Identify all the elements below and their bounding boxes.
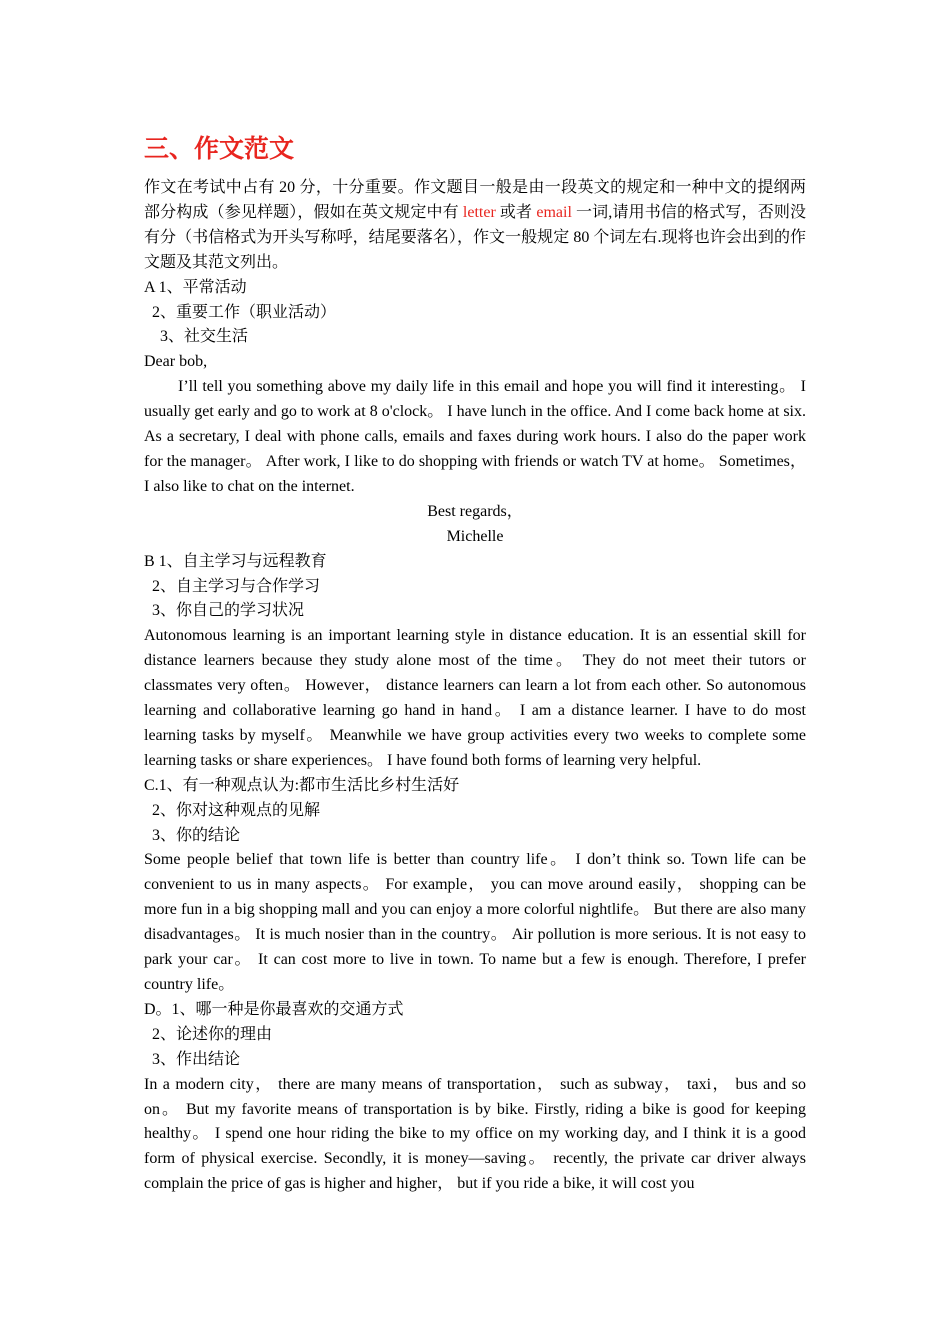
letter-greeting: Dear bob, <box>144 353 208 371</box>
intro-text-1: 作文在考试中占有 20 分，十分重要。作文题目一般是由一段英文的规定和一种中文的提纲两部分构成（参见样题），假如在英文规定中有 <box>144 179 806 221</box>
prompt-d-item-2: 2、论述你的理由 <box>152 1025 273 1043</box>
prompt-d-item-3: 3、作出结论 <box>152 1050 241 1068</box>
prompt-d-item-1: D。1、哪一种是你最喜欢的交通方式 <box>144 1000 404 1018</box>
intro-text-3: 一词,请用书信的格式写，否则没有分（书信格式为开头写称呼，结尾要落名），作文一般规定 80 个词左右.现将也许会出到的作文题及其范文列出。 <box>144 203 806 271</box>
prompt-a-item-3: 3、社交生活 <box>160 328 249 346</box>
essay-c-body: Some people belief that town life is better than country life。 I don’t think so. Town life can be convenient to us in many aspects。 For example， you can move around easily， shopping can be more fun in a big shopping mall and you can enjoy a more colorful nightlife。 But there are also many disadvantages。 It is much nosier than in the country。 Air pollution is more serious. It is not easy to park your car。 It can cost more to live in town. To name but a few is enough. Therefore, I prefer country life。 <box>144 851 807 993</box>
letter-body: I’ll tell you something above my daily life in this email and hope you will find it interesting。 I usually get early and go to work at 8 o'clock。 I have lunch in the office. And I come back home at six. As a secretary, I deal with phone calls, emails and faxes during work hours. I also do the paper work for the manager。 After work, I like to do shopping with friends or watch TV at home。 Sometimes， I also like to chat on the internet. <box>144 378 807 495</box>
prompt-b-item-2: 2、自主学习与合作学习 <box>152 577 321 595</box>
prompt-c-item-1: C.1、有一种观点认为:都市生活比乡村生活好 <box>144 776 460 794</box>
prompt-a-item-2: 2、重要工作（职业活动） <box>152 303 337 321</box>
letter-signature: Michelle <box>446 527 504 545</box>
prompt-b-item-1: B 1、自主学习与远程教育 <box>144 552 327 570</box>
document-page <box>144 132 806 1197</box>
prompt-c-item-2: 2、你对这种观点的见解 <box>152 801 321 819</box>
prompt-b-item-3: 3、你自己的学习状况 <box>152 602 305 620</box>
prompt-c-item-3: 3、你的结论 <box>152 826 241 844</box>
essay-b-body: Autonomous learning is an important learning style in distance education. It is an essential skill for distance learners because they study alone most of the time。 They do not meet their tutors or classmates very often。 However， distance learners can learn a lot from each other. So autonomous learning and collaborative learning go hand in hand。 I am a distance learner. I have to do most learning tasks by myself。 Meanwhile we have group activities every two weeks to complete some learning tasks or share experiences。 I have found both forms of learning very helpful. <box>144 627 806 769</box>
keyword-email: email <box>536 203 572 221</box>
keyword-letter: letter <box>462 203 496 221</box>
essay-d-body: In a modern city， there are many means of transportation， such as subway， taxi， bus and so on。 But my favorite means of transportation is by bike. Firstly, riding a bike is good for keeping healthy。 I spend one hour riding the bike to my office on my working day, and I think it is a good form of physical exercise. Secondly, it is money—saving。 recently, the private car driver always complain the price of gas is higher and higher， but if you ride a bike, it will cost you <box>144 1075 806 1193</box>
section-heading: 三、作文范文 <box>144 134 295 163</box>
intro-text-2: 或者 <box>495 203 537 221</box>
letter-closing: Best regards， <box>427 502 523 520</box>
prompt-a-item-1: A 1、平常活动 <box>144 278 247 296</box>
intro-paragraph <box>144 176 806 276</box>
